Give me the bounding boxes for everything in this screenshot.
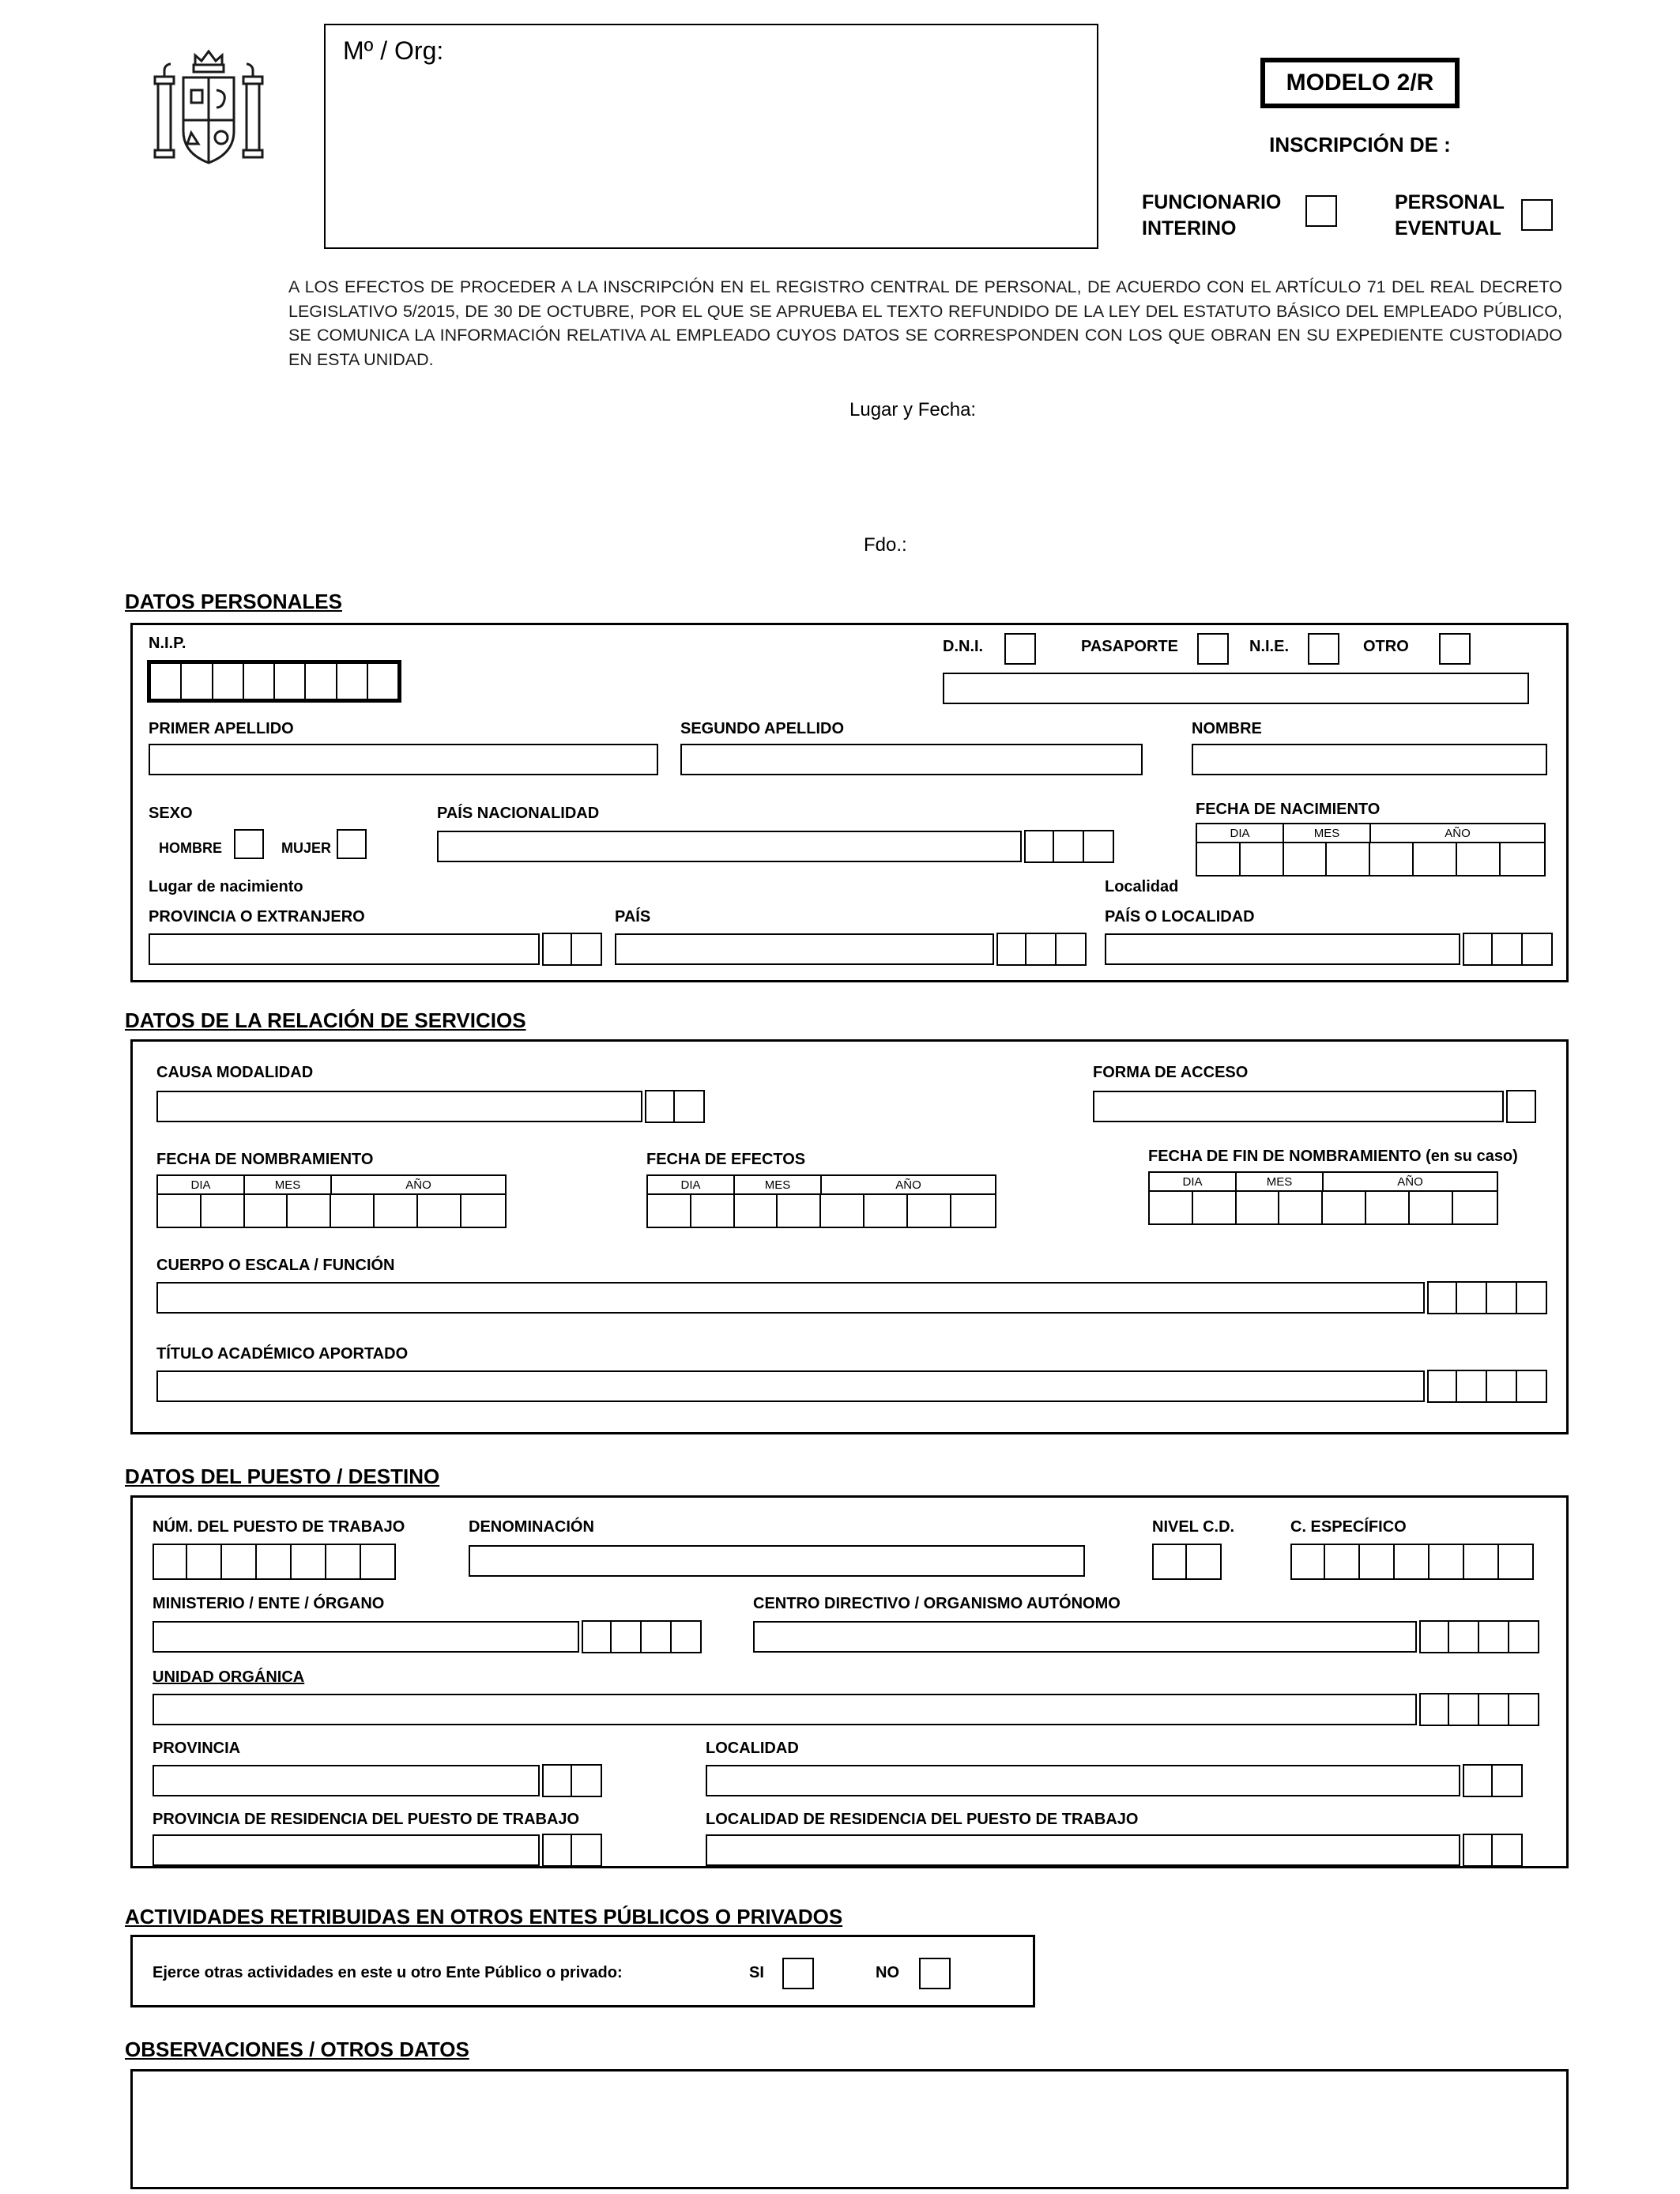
- char-cell[interactable]: [1410, 1192, 1453, 1223]
- no-checkbox[interactable]: [919, 1958, 951, 1989]
- documento-input[interactable]: [943, 673, 1529, 704]
- char-cell[interactable]: [672, 1620, 702, 1653]
- ano-label: AÑO: [1397, 1174, 1423, 1189]
- localidad-puesto-label: LOCALIDAD: [706, 1740, 799, 1757]
- ministerio-code-cells[interactable]: [582, 1620, 702, 1653]
- char-cell[interactable]: [542, 933, 572, 966]
- localidad-residencia-code-cells[interactable]: [1463, 1834, 1523, 1867]
- char-cell[interactable]: [675, 1090, 705, 1123]
- char-cell[interactable]: [648, 1195, 691, 1227]
- char-cell[interactable]: [245, 1195, 288, 1227]
- char-cell[interactable]: [612, 1620, 642, 1653]
- personal-line1: PERSONAL: [1395, 191, 1505, 213]
- char-cell[interactable]: [1290, 1544, 1325, 1580]
- mes-label: MES: [1284, 824, 1371, 842]
- mes-label: MES: [245, 1176, 332, 1193]
- provincia-extranjero-input[interactable]: [149, 933, 540, 965]
- char-cell[interactable]: [582, 1620, 612, 1653]
- section-datos-personales: [130, 623, 1569, 982]
- cuerpo-escala-input[interactable]: [156, 1282, 1425, 1314]
- char-cell[interactable]: [778, 1195, 821, 1227]
- ministerio-input[interactable]: [153, 1621, 579, 1653]
- mes-label: MES: [735, 1176, 822, 1193]
- char-cell[interactable]: [275, 664, 306, 699]
- dia-label: DIA: [1150, 1173, 1237, 1190]
- char-cell[interactable]: [1187, 1544, 1222, 1580]
- provincia-puesto-input[interactable]: [153, 1765, 540, 1796]
- char-cell[interactable]: [375, 1195, 418, 1227]
- fecha-nombramiento-grid[interactable]: [156, 1174, 507, 1228]
- causa-modalidad-label: CAUSA MODALIDAD: [156, 1064, 314, 1081]
- funcionario-interino-label: [1142, 190, 1281, 241]
- dia-label: DIA: [158, 1176, 245, 1193]
- modelo-badge: [1260, 58, 1460, 108]
- char-cell[interactable]: [821, 1195, 864, 1227]
- ano-label: AÑO: [1445, 826, 1471, 840]
- denominacion-input[interactable]: [469, 1545, 1085, 1577]
- fecha-efectos-grid[interactable]: [646, 1174, 996, 1228]
- char-cell[interactable]: [1024, 830, 1054, 863]
- hombre-checkbox[interactable]: [234, 829, 264, 859]
- char-cell[interactable]: [151, 664, 182, 699]
- fecha-fin-nombramiento-label: FECHA DE FIN DE NOMBRAMIENTO (en su caso): [1148, 1148, 1518, 1165]
- pais-nacionalidad-label: PAÍS NACIONALIDAD: [437, 805, 600, 822]
- date-cells[interactable]: [648, 1195, 995, 1227]
- funcionario-line1: FUNCIONARIO: [1142, 191, 1282, 213]
- char-cell[interactable]: [1449, 1693, 1479, 1726]
- observaciones-box[interactable]: [130, 2069, 1569, 2189]
- pasaporte-checkbox[interactable]: [1197, 633, 1229, 665]
- otro-checkbox[interactable]: [1439, 633, 1471, 665]
- char-cell[interactable]: [1463, 1834, 1493, 1867]
- section-title-observaciones: OBSERVACIONES / OTROS DATOS: [125, 2038, 469, 2061]
- char-cell[interactable]: [292, 1544, 326, 1580]
- char-cell[interactable]: [1057, 933, 1087, 966]
- char-cell[interactable]: [361, 1544, 396, 1580]
- char-cell[interactable]: [288, 1195, 331, 1227]
- char-cell[interactable]: [1197, 843, 1241, 875]
- char-cell[interactable]: [645, 1090, 675, 1123]
- char-cell[interactable]: [222, 1544, 257, 1580]
- char-cell[interactable]: [1414, 843, 1457, 875]
- pasaporte-label: PASAPORTE: [1081, 638, 1178, 655]
- date-cells[interactable]: [1197, 843, 1544, 875]
- char-cell[interactable]: [153, 1544, 187, 1580]
- intro-paragraph: A LOS EFECTOS DE PROCEDER A LA INSCRIPCIÓN EN EL REGISTRO CENTRAL DE PERSONAL, DE ACUERDO CON EL ARTÍCULO 71 DEL REAL DECRETO LEGISLATIVO 5/2015, DE 30 DE OCTUBRE, POR EL QUE SE APRUEBA EL TEXTO REFUNDIDO DE LA LEY DEL ESTATUTO BÁSICO DEL EMPLEADO PÚBLICO, SE COMUNICA LA INFORMACIÓN RELATIVA AL EMPLEADO CUYOS DATOS SE CORRESPONDEN CON LOS QUE OBRAN EN SU EXPEDIENTE CUSTODIADO EN ESTA UNIDAD.: [288, 277, 1562, 369]
- char-cell[interactable]: [1479, 1620, 1509, 1653]
- char-cell[interactable]: [1463, 933, 1493, 966]
- dni-label: D.N.I.: [943, 638, 984, 655]
- unidad-organica-code-cells[interactable]: [1419, 1693, 1539, 1726]
- char-cell[interactable]: [1284, 843, 1328, 875]
- char-cell[interactable]: [1501, 843, 1544, 875]
- char-cell[interactable]: [1457, 1281, 1487, 1314]
- titulo-academico-input[interactable]: [156, 1370, 1425, 1402]
- char-cell[interactable]: [1152, 1544, 1187, 1580]
- hombre-label: HOMBRE: [159, 840, 222, 856]
- char-cell[interactable]: [1493, 1834, 1523, 1867]
- char-cell[interactable]: [1430, 1544, 1464, 1580]
- char-cell[interactable]: [213, 664, 244, 699]
- unidad-organica-input[interactable]: [153, 1694, 1417, 1725]
- sexo-label: SEXO: [149, 805, 193, 822]
- date-cells[interactable]: [158, 1195, 505, 1227]
- section-title-datos-personales: DATOS PERSONALES: [125, 590, 342, 613]
- forma-acceso-code-cells[interactable]: [1506, 1090, 1536, 1123]
- fecha-nombramiento-label: FECHA DE NOMBRAMIENTO: [156, 1151, 374, 1168]
- char-cell[interactable]: [1325, 1544, 1360, 1580]
- c-especifico-cells[interactable]: [1290, 1544, 1534, 1580]
- ministerio-label: MINISTERIO / ENTE / ÓRGANO: [153, 1595, 385, 1612]
- char-cell[interactable]: [1517, 1370, 1547, 1403]
- char-cell[interactable]: [1419, 1693, 1449, 1726]
- ano-label: AÑO: [895, 1178, 921, 1192]
- pais-label: PAÍS: [615, 908, 651, 925]
- section-title-actividades: ACTIVIDADES RETRIBUIDAS EN OTROS ENTES PÚBLICOS O PRIVADOS: [125, 1905, 843, 1928]
- nie-label: N.I.E.: [1249, 638, 1290, 655]
- char-cell[interactable]: [572, 933, 602, 966]
- pais-nacionalidad-input[interactable]: [437, 831, 1022, 862]
- segundo-apellido-label: SEGUNDO APELLIDO: [680, 720, 845, 737]
- char-cell[interactable]: [1457, 1370, 1487, 1403]
- funcionario-line2: INTERINO: [1142, 217, 1237, 239]
- mujer-checkbox[interactable]: [337, 829, 367, 859]
- char-cell[interactable]: [1150, 1192, 1193, 1223]
- char-cell[interactable]: [1026, 933, 1057, 966]
- personal-eventual-label: [1395, 190, 1505, 241]
- lugar-nacimiento-label: Lugar de nacimiento: [149, 878, 303, 895]
- char-cell[interactable]: [182, 664, 213, 699]
- char-cell[interactable]: [1327, 843, 1370, 875]
- provincia-extranjero-label: PROVINCIA O EXTRANJERO: [149, 908, 365, 925]
- dia-label: DIA: [1197, 824, 1284, 842]
- char-cell[interactable]: [337, 664, 368, 699]
- cuerpo-escala-label: CUERPO O ESCALA / FUNCIÓN: [156, 1257, 395, 1274]
- char-cell[interactable]: [187, 1544, 222, 1580]
- localidad-residencia-input[interactable]: [706, 1834, 1460, 1866]
- date-cells[interactable]: [1150, 1192, 1497, 1223]
- char-cell[interactable]: [1241, 843, 1284, 875]
- funcionario-interino-checkbox[interactable]: [1305, 195, 1337, 227]
- centro-directivo-code-cells[interactable]: [1419, 1620, 1539, 1653]
- titulo-academico-code-cells[interactable]: [1427, 1370, 1547, 1403]
- spain-coat-of-arms-icon: [153, 40, 265, 182]
- char-cell[interactable]: [1479, 1693, 1509, 1726]
- char-cell[interactable]: [1366, 1192, 1410, 1223]
- ano-label: AÑO: [405, 1178, 431, 1192]
- char-cell[interactable]: [1453, 1192, 1497, 1223]
- fecha-nacimiento-grid[interactable]: [1196, 823, 1546, 876]
- cuerpo-escala-code-cells[interactable]: [1427, 1281, 1547, 1314]
- pais-localidad-label: PAÍS O LOCALIDAD: [1105, 908, 1255, 925]
- centro-directivo-input[interactable]: [753, 1621, 1417, 1653]
- char-cell[interactable]: [1237, 1192, 1280, 1223]
- char-cell[interactable]: [1457, 843, 1501, 875]
- char-cell[interactable]: [1395, 1544, 1430, 1580]
- si-checkbox[interactable]: [782, 1958, 814, 1989]
- date-grid-header: [1150, 1173, 1497, 1192]
- provincia-residencia-input[interactable]: [153, 1834, 540, 1866]
- section-datos-puesto: [130, 1495, 1569, 1868]
- char-cell[interactable]: [642, 1620, 672, 1653]
- provincia-puesto-label: PROVINCIA: [153, 1740, 241, 1757]
- char-cell[interactable]: [418, 1195, 461, 1227]
- char-cell[interactable]: [158, 1195, 202, 1227]
- char-cell[interactable]: [1419, 1620, 1449, 1653]
- char-cell[interactable]: [572, 1764, 602, 1797]
- char-cell[interactable]: [1463, 1764, 1493, 1797]
- char-cell[interactable]: [1493, 1764, 1523, 1797]
- char-cell[interactable]: [1360, 1544, 1395, 1580]
- fecha-fin-nombramiento-grid[interactable]: [1148, 1171, 1498, 1225]
- mujer-label: MUJER: [281, 840, 332, 856]
- forma-acceso-label: FORMA DE ACCESO: [1093, 1064, 1249, 1081]
- pais-code-cells[interactable]: [996, 933, 1087, 966]
- section-datos-relacion: [130, 1039, 1569, 1434]
- char-cell[interactable]: [735, 1195, 778, 1227]
- causa-modalidad-input[interactable]: [156, 1091, 642, 1122]
- provincia-puesto-code-cells[interactable]: [542, 1764, 602, 1797]
- char-cell[interactable]: [306, 664, 337, 699]
- personal-eventual-checkbox[interactable]: [1521, 199, 1553, 231]
- char-cell[interactable]: [1427, 1370, 1457, 1403]
- char-cell[interactable]: [1506, 1090, 1536, 1123]
- char-cell[interactable]: [572, 1834, 602, 1867]
- provincia-residencia-label: PROVINCIA DE RESIDENCIA DEL PUESTO DE TRABAJO: [153, 1811, 580, 1828]
- localidad-group-label: Localidad: [1105, 878, 1179, 895]
- provincia-extranjero-code-cells[interactable]: [542, 933, 602, 966]
- char-cell[interactable]: [257, 1544, 292, 1580]
- char-cell[interactable]: [1523, 933, 1553, 966]
- num-puesto-cells[interactable]: [153, 1544, 396, 1580]
- fecha-nacimiento-label: FECHA DE NACIMIENTO: [1196, 801, 1381, 818]
- char-cell[interactable]: [1493, 933, 1523, 966]
- titulo-academico-label: TÍTULO ACADÉMICO APORTADO: [156, 1345, 409, 1363]
- si-label: SI: [749, 1964, 764, 1981]
- no-label: NO: [876, 1964, 899, 1981]
- char-cell[interactable]: [542, 1764, 572, 1797]
- otro-label: OTRO: [1363, 638, 1409, 655]
- char-cell[interactable]: [864, 1195, 908, 1227]
- nip-label: N.I.P.: [149, 635, 186, 652]
- unidad-organica-label: UNIDAD ORGÁNICA: [153, 1668, 305, 1686]
- fecha-efectos-label: FECHA DE EFECTOS: [646, 1151, 806, 1168]
- pais-localidad-input[interactable]: [1105, 933, 1460, 965]
- nivel-cd-cells[interactable]: [1152, 1544, 1222, 1580]
- date-grid-header: [648, 1176, 995, 1195]
- pais-input[interactable]: [615, 933, 994, 965]
- ejerce-actividades-label: Ejerce otras actividades en este u otro Ente Público o privado:: [153, 1964, 623, 1981]
- char-cell[interactable]: [1509, 1693, 1539, 1726]
- lugar-fecha-label: Lugar y Fecha:: [849, 399, 977, 420]
- personal-line2: EVENTUAL: [1395, 217, 1501, 239]
- date-grid-header: [158, 1176, 505, 1195]
- num-puesto-label: NÚM. DEL PUESTO DE TRABAJO: [153, 1518, 405, 1536]
- nip-cells[interactable]: [147, 660, 401, 703]
- nie-checkbox[interactable]: [1308, 633, 1339, 665]
- pais-nacionalidad-code-cells[interactable]: [1024, 830, 1114, 863]
- char-cell[interactable]: [368, 664, 397, 699]
- section-title-datos-puesto: DATOS DEL PUESTO / DESTINO: [125, 1465, 440, 1488]
- char-cell[interactable]: [1193, 1192, 1237, 1223]
- char-cell[interactable]: [542, 1834, 572, 1867]
- char-cell[interactable]: [1084, 830, 1114, 863]
- centro-directivo-label: CENTRO DIRECTIVO / ORGANISMO AUTÓNOMO: [753, 1595, 1121, 1612]
- denominacion-label: DENOMINACIÓN: [469, 1518, 594, 1536]
- char-cell[interactable]: [908, 1195, 951, 1227]
- primer-apellido-label: PRIMER APELLIDO: [149, 720, 294, 737]
- ministry-org-label: Mº / Org:: [343, 36, 444, 65]
- causa-modalidad-code-cells[interactable]: [645, 1090, 705, 1123]
- fdo-label: Fdo.:: [864, 534, 907, 556]
- forma-acceso-input[interactable]: [1093, 1091, 1504, 1122]
- nivel-cd-label: NIVEL C.D.: [1152, 1518, 1235, 1536]
- char-cell[interactable]: [326, 1544, 361, 1580]
- date-grid-header: [1197, 824, 1544, 843]
- provincia-residencia-code-cells[interactable]: [542, 1834, 602, 1867]
- char-cell[interactable]: [1499, 1544, 1534, 1580]
- localidad-puesto-code-cells[interactable]: [1463, 1764, 1523, 1797]
- char-cell[interactable]: [1509, 1620, 1539, 1653]
- char-cell[interactable]: [1449, 1620, 1479, 1653]
- char-cell[interactable]: [1054, 830, 1084, 863]
- segundo-apellido-input[interactable]: [680, 744, 1143, 775]
- char-cell[interactable]: [202, 1195, 245, 1227]
- ministry-org-box[interactable]: [324, 24, 1098, 249]
- char-cell[interactable]: [1487, 1370, 1517, 1403]
- modelo-badge-text: MODELO 2/R: [1286, 70, 1434, 96]
- inscripcion-label: INSCRIPCIÓN DE :: [1269, 133, 1451, 156]
- nombre-input[interactable]: [1192, 744, 1547, 775]
- char-cell[interactable]: [1279, 1192, 1323, 1223]
- char-cell[interactable]: [1370, 843, 1414, 875]
- nombre-label: NOMBRE: [1192, 720, 1262, 737]
- char-cell[interactable]: [1487, 1281, 1517, 1314]
- pais-localidad-code-cells[interactable]: [1463, 933, 1553, 966]
- section-title-datos-relacion: DATOS DE LA RELACIÓN DE SERVICIOS: [125, 1008, 526, 1032]
- char-cell[interactable]: [691, 1195, 735, 1227]
- char-cell[interactable]: [1323, 1192, 1366, 1223]
- mes-label: MES: [1237, 1173, 1324, 1190]
- char-cell[interactable]: [1427, 1281, 1457, 1314]
- section-actividades: [130, 1935, 1035, 2007]
- localidad-puesto-input[interactable]: [706, 1765, 1460, 1796]
- char-cell[interactable]: [461, 1195, 505, 1227]
- char-cell[interactable]: [951, 1195, 995, 1227]
- dia-label: DIA: [648, 1176, 735, 1193]
- dni-checkbox[interactable]: [1004, 633, 1036, 665]
- char-cell[interactable]: [1517, 1281, 1547, 1314]
- char-cell[interactable]: [244, 664, 275, 699]
- char-cell[interactable]: [331, 1195, 375, 1227]
- c-especifico-label: C. ESPECÍFICO: [1290, 1518, 1407, 1536]
- char-cell[interactable]: [1464, 1544, 1499, 1580]
- primer-apellido-input[interactable]: [149, 744, 658, 775]
- char-cell[interactable]: [996, 933, 1026, 966]
- localidad-residencia-label: LOCALIDAD DE RESIDENCIA DEL PUESTO DE TRABAJO: [706, 1811, 1139, 1828]
